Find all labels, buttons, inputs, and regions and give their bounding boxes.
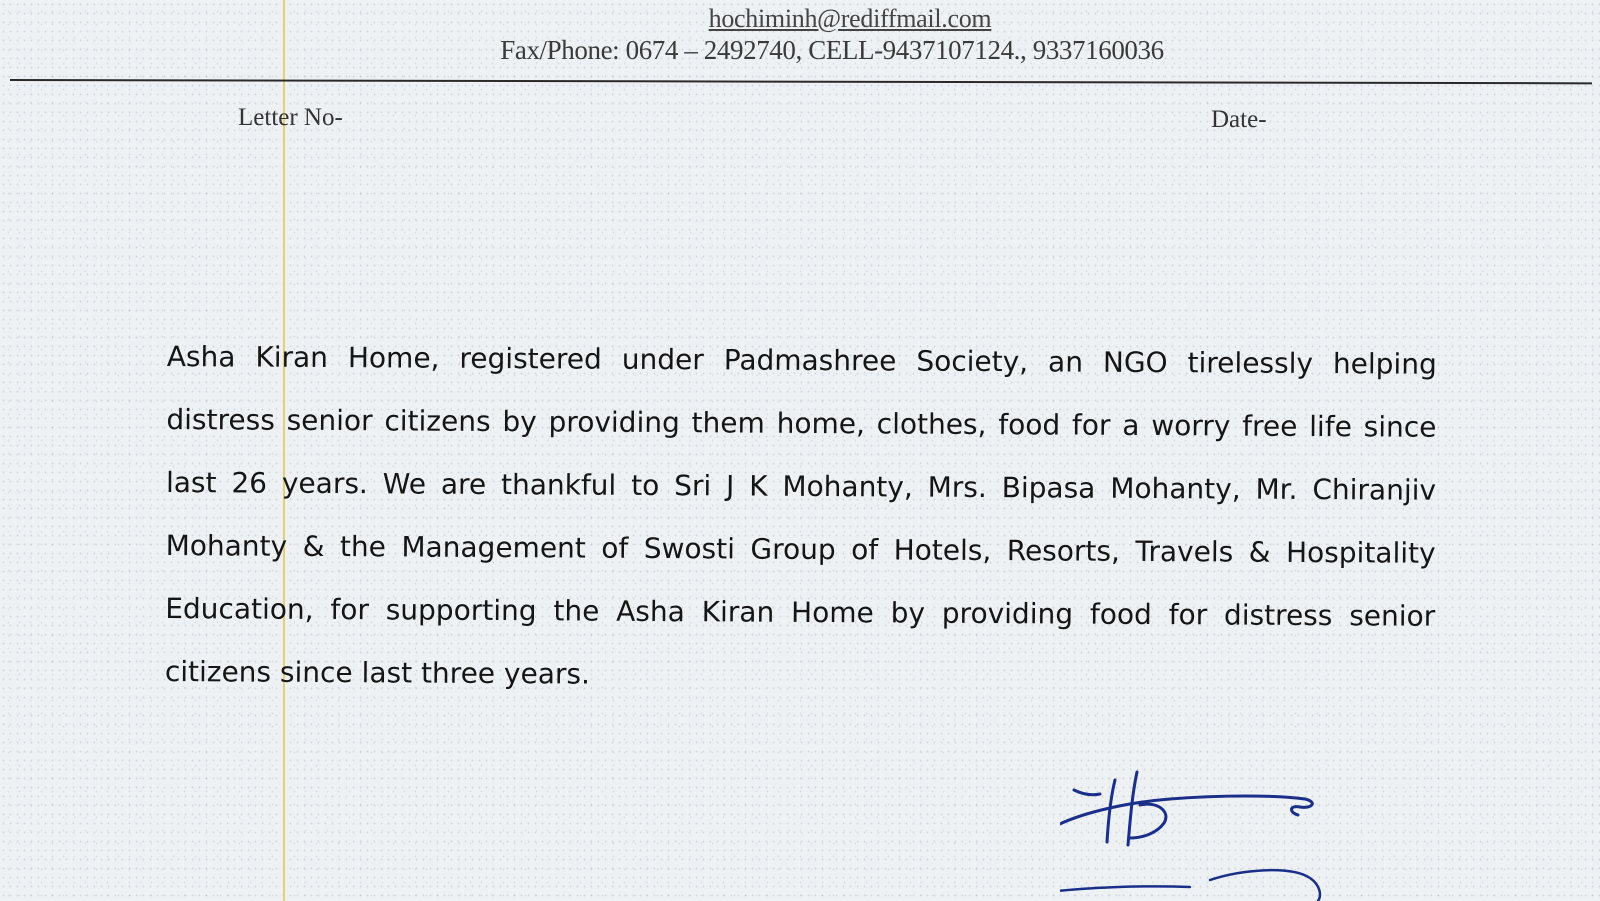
letter-number-label: Letter No- — [238, 104, 343, 131]
signature-icon — [1060, 770, 1360, 901]
letterhead-email: hochiminh@rediffmail.com — [708, 4, 992, 33]
date-label: Date- — [1211, 106, 1267, 133]
letterhead-divider — [10, 79, 1592, 84]
letterhead-contact: Fax/Phone: 0674 – 2492740, CELL-9437107124., 9337160036 — [500, 35, 1164, 65]
letter-body: Asha Kiran Home, registered under Padmashree Society, an NGO tirelessly helping distress senior citizens by providing them home, clothes, food for a worry free life since last 26 years. We are thankful to Sri J K Mohanty, Mrs. Bipasa Mohanty, Mr. Chiranjiv Mohanty & the Management of Swosti Group of Hotels, Resorts, Travels & Hospitality Education, for supporting the Asha Kiran Home by providing food for distress senior citizens since last three years. — [164, 339, 1437, 691]
